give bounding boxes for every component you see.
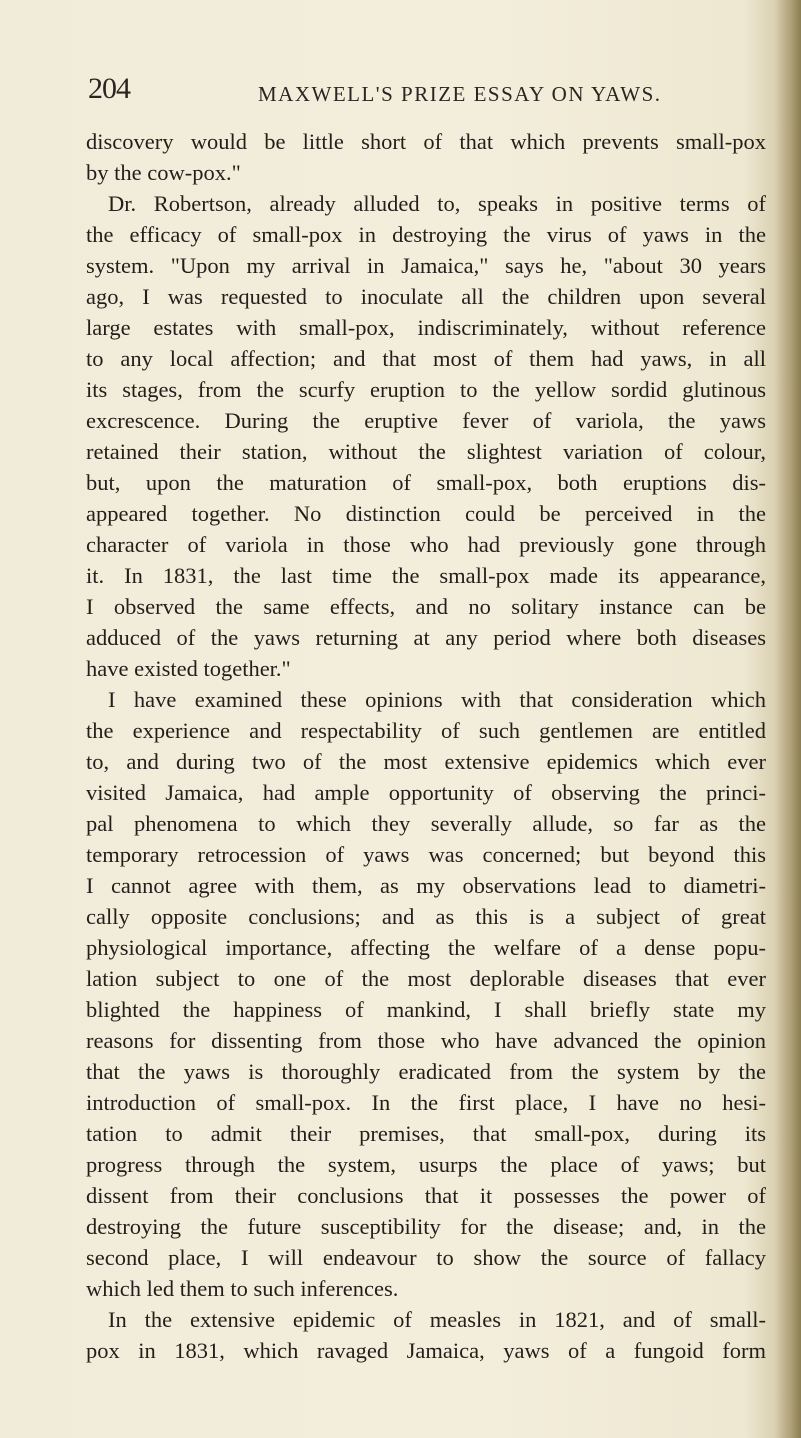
page-edge-shadow	[775, 0, 801, 1438]
text-line: the efficacy of small-pox in destroying the virus of yaws in the	[86, 222, 766, 247]
text-line: to any local affection; and that most of them had yaws, in all	[86, 346, 766, 371]
text-line: I cannot agree with them, as my observations lead to diametri-	[86, 873, 766, 898]
text-line: physiological importance, affecting the welfare of a dense popu-	[86, 935, 766, 960]
text-line: it. In 1831, the last time the small-pox made its appearance,	[86, 563, 766, 588]
text-line: progress through the system, usurps the place of yaws; but	[86, 1152, 766, 1177]
text-line: but, upon the maturation of small-pox, both eruptions dis-	[86, 470, 766, 495]
text-line: appeared together. No distinction could be perceived in the	[86, 501, 766, 526]
text-line: system. "Upon my arrival in Jamaica," says he, "about 30 years	[86, 253, 766, 278]
text-line: dissent from their conclusions that it possesses the power of	[86, 1183, 766, 1208]
text-line: excrescence. During the eruptive fever of variola, the yaws	[86, 408, 766, 433]
text-line: large estates with small-pox, indiscriminately, without reference	[86, 315, 766, 340]
text-line: retained their station, without the slightest variation of colour,	[86, 439, 766, 464]
text-line: introduction of small-pox. In the first place, I have no hesi-	[86, 1090, 766, 1115]
text-line: adduced of the yaws returning at any period where both diseases	[86, 625, 766, 650]
text-line: ago, I was requested to inoculate all the children upon several	[86, 284, 766, 309]
text-line: have existed together."	[86, 656, 291, 681]
text-line: the experience and respectability of such gentlemen are entitled	[86, 718, 766, 743]
text-line: visited Jamaica, had ample opportunity of observing the princi-	[86, 780, 766, 805]
text-line: by the cow-pox."	[86, 160, 241, 185]
text-line: I have examined these opinions with that consideration which	[108, 687, 766, 712]
text-line: reasons for dissenting from those who have advanced the opinion	[86, 1028, 766, 1053]
running-title: MAXWELL'S PRIZE ESSAY ON YAWS.	[258, 82, 662, 106]
text-line: In the extensive epidemic of measles in 1821, and of small-	[108, 1307, 766, 1332]
text-line: temporary retrocession of yaws was concerned; but beyond this	[86, 842, 766, 867]
page-number: 204	[88, 72, 130, 105]
text-line: its stages, from the scurfy eruption to the yellow sordid glutinous	[86, 377, 766, 402]
text-line: lation subject to one of the most deplorable diseases that ever	[86, 966, 766, 991]
text-line: to, and during two of the most extensive epidemics which ever	[86, 749, 766, 774]
text-line: I observed the same effects, and no solitary instance can be	[86, 594, 766, 619]
text-line: blighted the happiness of mankind, I shall briefly state my	[86, 997, 766, 1022]
text-line: character of variola in those who had previously gone through	[86, 532, 766, 557]
text-line: pal phenomena to which they severally allude, so far as the	[86, 811, 766, 836]
text-line: tation to admit their premises, that small-pox, during its	[86, 1121, 766, 1146]
text-line: second place, I will endeavour to show the source of fallacy	[86, 1245, 766, 1270]
text-line: cally opposite conclusions; and as this is a subject of great	[86, 904, 766, 929]
body-text	[86, 126, 766, 1366]
text-line: Dr. Robertson, already alluded to, speaks in positive terms of	[108, 191, 766, 216]
text-line: pox in 1831, which ravaged Jamaica, yaws of a fungoid form	[86, 1338, 766, 1363]
text-line: destroying the future susceptibility for the disease; and, in the	[86, 1214, 766, 1239]
text-line: discovery would be little short of that which prevents small-pox	[86, 129, 766, 154]
text-line: which led them to such inferences.	[86, 1276, 399, 1301]
text-line: that the yaws is thoroughly eradicated from the system by the	[86, 1059, 766, 1084]
